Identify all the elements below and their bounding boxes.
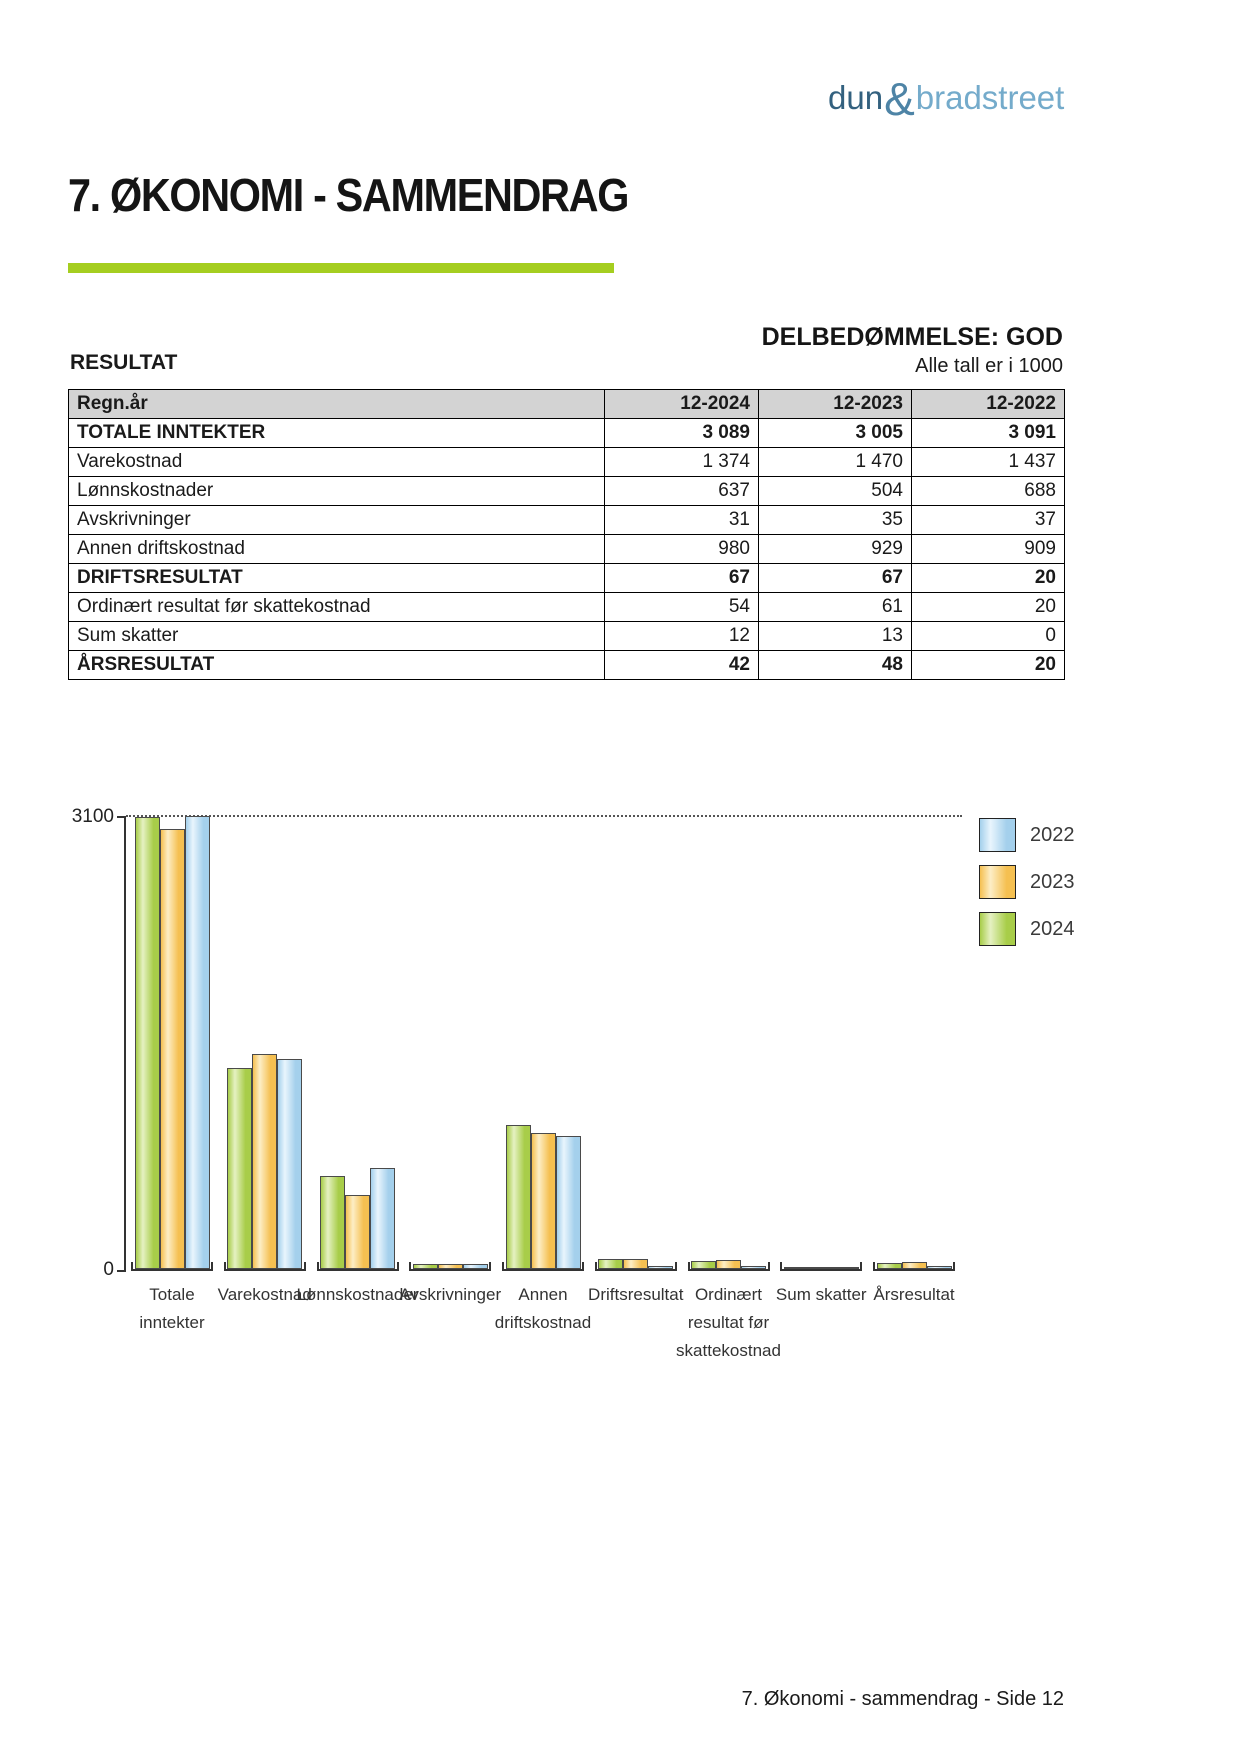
row-label: Annen driftskostnad <box>69 535 605 564</box>
table-section-title: RESULTAT <box>70 351 178 374</box>
table-row <box>69 419 1065 448</box>
assessment-label: DELBEDØMMELSE: GOD <box>761 323 1063 351</box>
row-label: Varekostnad <box>69 448 605 477</box>
table-row <box>69 564 1065 593</box>
row-label: DRIFTSRESULTAT <box>69 564 605 593</box>
row-label: TOTALE INNTEKTER <box>69 419 605 448</box>
row-value: 688 <box>912 477 1065 506</box>
table-row <box>69 651 1065 680</box>
legend-swatch-2023 <box>979 865 1016 899</box>
bar-2022 <box>834 1267 859 1269</box>
bar-2024 <box>691 1261 716 1269</box>
page-title: 7. ØKONOMI - SAMMENDRAG <box>68 169 629 221</box>
table-units-note: Alle tall er i 1000 <box>915 355 1063 377</box>
y-axis-label-max: 3100 <box>71 806 114 827</box>
row-value: 13 <box>759 622 912 651</box>
row-value: 67 <box>605 564 759 593</box>
row-value: 909 <box>912 535 1065 564</box>
table-row <box>69 593 1065 622</box>
table-row <box>69 448 1065 477</box>
chart-legend <box>979 818 1075 959</box>
chart-bar-group <box>873 1262 955 1304</box>
row-label: Ordinært resultat før skattekostnad <box>69 593 605 622</box>
category-label: Avskrivninger <box>399 1285 502 1304</box>
category-label: Sum skatter <box>775 1285 867 1304</box>
bar-2022 <box>556 1136 581 1269</box>
chart-bar-group <box>217 1054 312 1304</box>
row-value: 929 <box>759 535 912 564</box>
column-header: 12-2023 <box>759 390 912 419</box>
bar-2024 <box>135 817 160 1269</box>
chart-bar-group <box>588 1259 684 1304</box>
legend-item <box>979 912 1075 946</box>
bar-2023 <box>716 1260 741 1269</box>
row-value: 637 <box>605 477 759 506</box>
chart-bar-group <box>399 1264 502 1304</box>
category-label: Årsresultat <box>873 1285 955 1304</box>
bar-2022 <box>648 1266 673 1269</box>
row-value: 980 <box>605 535 759 564</box>
category-label: Totale inntekter <box>139 1285 205 1332</box>
page-footer: 7. Økonomi - sammendrag - Side 12 <box>741 1688 1064 1710</box>
legend-label: 2024 <box>1030 917 1075 940</box>
row-value: 1 470 <box>759 448 912 477</box>
y-axis-tick-top <box>117 816 124 818</box>
category-label: Ordinært resultat før skattekostnad <box>676 1285 781 1360</box>
bar-2024 <box>320 1176 345 1269</box>
logo-text-dun: dun <box>828 79 884 116</box>
results-table-body <box>69 419 1065 680</box>
bar-2023 <box>345 1195 370 1269</box>
chart-bar-group <box>296 1168 419 1304</box>
bar-2023 <box>623 1259 648 1269</box>
legend-label: 2023 <box>1030 870 1075 893</box>
chart-bar-group <box>676 1260 781 1360</box>
bar-2022 <box>185 816 210 1269</box>
bar-2024 <box>227 1068 252 1269</box>
row-value: 42 <box>605 651 759 680</box>
row-value: 54 <box>605 593 759 622</box>
row-value: 1 437 <box>912 448 1065 477</box>
y-axis-label-zero: 0 <box>103 1259 114 1280</box>
table-row <box>69 535 1065 564</box>
category-label: Lønnskostnader <box>296 1285 419 1304</box>
bar-2022 <box>277 1059 302 1269</box>
bar-2024 <box>784 1267 809 1269</box>
column-header: 12-2024 <box>605 390 759 419</box>
table-row <box>69 477 1065 506</box>
category-label: Driftsresultat <box>588 1285 684 1304</box>
legend-item <box>979 865 1075 899</box>
bar-2022 <box>463 1264 488 1269</box>
bar-2023 <box>252 1054 277 1269</box>
legend-label: 2022 <box>1030 823 1075 846</box>
column-header: 12-2022 <box>912 390 1065 419</box>
dun-bradstreet-logo <box>828 72 1064 126</box>
row-value: 20 <box>912 564 1065 593</box>
row-label: ÅRSRESULTAT <box>69 651 605 680</box>
table-header-row <box>69 390 1065 419</box>
bar-2023 <box>531 1133 556 1269</box>
accent-rule <box>68 263 614 273</box>
row-value: 3 089 <box>605 419 759 448</box>
row-label: Lønnskostnader <box>69 477 605 506</box>
row-label: Avskrivninger <box>69 506 605 535</box>
bar-2023 <box>160 829 185 1269</box>
row-value: 67 <box>759 564 912 593</box>
row-value: 504 <box>759 477 912 506</box>
bar-2024 <box>506 1125 531 1269</box>
bar-2024 <box>598 1259 623 1269</box>
legend-item <box>979 818 1075 852</box>
row-value: 37 <box>912 506 1065 535</box>
bar-2024 <box>413 1264 438 1269</box>
row-value: 20 <box>912 651 1065 680</box>
row-value: 12 <box>605 622 759 651</box>
row-value: 35 <box>759 506 912 535</box>
table-row <box>69 506 1065 535</box>
y-axis-tick-bottom <box>117 1270 124 1272</box>
row-value: 0 <box>912 622 1065 651</box>
bar-2023 <box>902 1262 927 1269</box>
chart-bar-group <box>131 816 213 1332</box>
bar-2022 <box>741 1266 766 1269</box>
table-row <box>69 622 1065 651</box>
row-value: 3 091 <box>912 419 1065 448</box>
bar-2022 <box>370 1168 395 1269</box>
bar-2024 <box>877 1263 902 1269</box>
results-table <box>68 389 1065 680</box>
row-value: 3 005 <box>759 419 912 448</box>
row-value: 48 <box>759 651 912 680</box>
bar-2022 <box>927 1266 952 1269</box>
chart-plot <box>125 817 961 1360</box>
row-value: 20 <box>912 593 1065 622</box>
category-label: Annen driftskostnad <box>494 1285 592 1332</box>
row-value: 1 374 <box>605 448 759 477</box>
logo-text-bradstreet: bradstreet <box>915 79 1065 116</box>
chart-bar-group <box>494 1125 592 1332</box>
bar-2023 <box>438 1264 463 1269</box>
ampersand-icon: & <box>884 73 915 125</box>
chart-bar-group <box>775 1267 867 1304</box>
category-label: Varekostnad <box>217 1285 312 1304</box>
bar-2023 <box>809 1267 834 1269</box>
legend-swatch-2024 <box>979 912 1016 946</box>
row-value: 31 <box>605 506 759 535</box>
column-header: Regn.år <box>69 390 605 419</box>
legend-swatch-2022 <box>979 818 1016 852</box>
row-value: 61 <box>759 593 912 622</box>
row-label: Sum skatter <box>69 622 605 651</box>
